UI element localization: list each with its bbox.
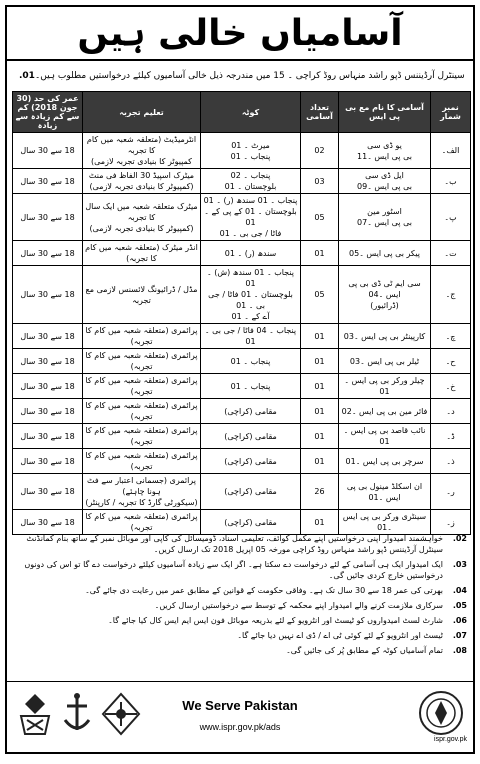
table-row [13,510,471,535]
cell-age: 18 سے 30 سال [13,241,83,266]
note-text: سرکاری ملازمت کرنے والے امیدوار اپنے محکمہ کے توسط سے درخواستیں ارسال کریں۔ [154,601,443,610]
cell-post: کارپینٹر بی پی ایس ۔03 [339,324,431,349]
note-text: بھرتی کی عمر 18 سے 30 سال تک ہے۔ وفاقی حکومت کے قوانین کے مطابق عمر میں رعایت دی جائے گی۔ [85,586,443,595]
note-text: ٹیسٹ اور انٹرویو کے لئے کوئی ٹی اے / ڈی اے نہیں دیا جائے گا۔ [237,631,443,640]
vacancies-table [12,91,471,535]
cell-quota: پنجاب ۔ 02 بلوچستان ۔ 01 [201,169,301,194]
cell-count: 01 [301,399,339,424]
cell-quota: پنجاب ۔ 01 [201,374,301,399]
table-row [13,424,471,449]
table-row [13,169,471,194]
cell-post: نائب قاصد بی پی ایس ۔01 [339,424,431,449]
table-row [13,324,471,349]
cell-quota: پنجاب ۔ 01 سندھ (ر) ۔ 01 بلوچستان ۔ 01 کے پی کے ۔ 01 فاٹا / جی بی ۔ 01 [201,194,301,241]
cell-serial: ز۔ [431,510,471,535]
table-row [13,194,471,241]
header-banner [7,7,473,61]
note-number: 02. [452,534,467,543]
cell-serial: خ۔ [431,374,471,399]
cell-education: پرائمری (متعلقہ شعبہ میں کام کا تجربہ) [83,424,201,449]
cell-post: فائر مین بی پی ایس ۔02 [339,399,431,424]
note-item [13,615,467,626]
table-row [13,241,471,266]
note-number: 06. [452,616,467,625]
note-number: 05. [452,601,467,610]
cell-age: 18 سے 30 سال [13,324,83,349]
cell-post: یو ڈی سی بی پی ایس ۔11 [339,133,431,169]
cell-serial: ج۔ [431,266,471,324]
note-text: تمام آسامیاں کوٹہ کے مطابق پُر کی جائیں گی۔ [286,646,443,655]
cell-count: 26 [301,474,339,510]
header-count: تعداد آسامی [301,92,339,133]
cell-serial: ڈ۔ [431,424,471,449]
cell-quota: مقامی (کراچی) [201,474,301,510]
note-item [13,630,467,641]
cell-age: 18 سے 30 سال [13,194,83,241]
cell-age: 18 سے 30 سال [13,169,83,194]
cell-count: 01 [301,324,339,349]
table-row [13,374,471,399]
cell-serial: ذ۔ [431,449,471,474]
header-serial: نمبر شمار [431,92,471,133]
notes-section [13,533,467,660]
table-header-row [13,92,471,133]
cell-serial: ح۔ [431,349,471,374]
cell-quota: میرٹ ۔ 01 پنجاب ۔ 01 [201,133,301,169]
cell-education: پرائمری (متعلقہ شعبہ میں کام کا تجربہ) [83,449,201,474]
cell-education: پرائمری (متعلقہ شعبہ میں کام کا تجربہ) [83,349,201,374]
cell-post: ان اسکلڈ مینول بی پی ایس ۔01 [339,474,431,510]
cell-serial: د۔ [431,399,471,424]
table-row [13,266,471,324]
cell-post: سرچر بی پی ایس ۔01 [339,449,431,474]
cell-quota: مقامی (کراچی) [201,399,301,424]
cell-count: 01 [301,241,339,266]
table-body [13,133,471,535]
cell-serial: ت۔ [431,241,471,266]
cell-serial: پ۔ [431,194,471,241]
cell-serial: چ۔ [431,324,471,349]
cell-count: 02 [301,133,339,169]
cell-count: 01 [301,449,339,474]
footer-url[interactable]: www.ispr.gov.pk/ads [199,722,281,732]
cell-quota: مقامی (کراچی) [201,510,301,535]
cell-post: ایل ڈی سی بی پی ایس ۔09 [339,169,431,194]
footer [7,681,473,752]
table-row [13,349,471,374]
header-quota: کوٹہ [201,92,301,133]
cell-quota: مقامی (کراچی) [201,449,301,474]
page-title: آسامیاں خالی ہیں [77,12,403,54]
cell-count: 01 [301,510,339,535]
note-number: 03. [452,560,467,569]
cell-education: انٹرمیڈیٹ (متعلقہ شعبہ میں کام کا تجربہ کمپیوٹر کا بنیادی تجربہ لازمی) [83,133,201,169]
note-number: 04. [452,586,467,595]
table-row [13,133,471,169]
ordnance-depot-seal-icon [417,690,465,736]
cell-age: 18 سے 30 سال [13,474,83,510]
cell-age: 18 سے 30 سال [13,349,83,374]
cell-count: 01 [301,424,339,449]
cell-quota: پنجاب ۔ 04 فاٹا / جی بی ۔ 01 [201,324,301,349]
cell-count: 05 [301,266,339,324]
cell-age: 18 سے 30 سال [13,133,83,169]
note-item [13,600,467,611]
advertisement-page [5,5,475,754]
header-post: آسامی کا نام مع بی پی ایس [339,92,431,133]
cell-quota: پنجاب ۔ 01 [201,349,301,374]
cell-age: 18 سے 30 سال [13,374,83,399]
footer-slogan: We Serve Pakistan [182,698,298,713]
note-number: 08. [452,646,467,655]
cell-post: چیلر ورکر بی پی ایس ۔01 [339,374,431,399]
cell-education: میٹرک اسپیڈ 30 الفاظ فی منٹ (کمپیوٹر کا بنیادی تجربہ لازمی) [83,169,201,194]
cell-post: پیکر بی پی ایس ۔05 [339,241,431,266]
cell-education: انڈر میٹرک (متعلقہ شعبہ میں کام کا تجربہ) [83,241,201,266]
intro-number: 01. [19,71,35,81]
cell-count: 05 [301,194,339,241]
cell-education: مڈل / ڈرائیونگ لائسنس لازمی مع تجربہ [83,266,201,324]
table-row [13,449,471,474]
cell-education: پرائمری (متعلقہ شعبہ میں کام کا تجربہ) [83,324,201,349]
note-item [13,533,467,555]
cell-count: 01 [301,349,339,374]
footer-right-caption: ispr.gov.pk [434,736,467,743]
note-text: خواہشمند امیدوار اپنی درخواستیں اپنے مکمل کوائف، تعلیمی اسناد، ڈومیسائل کی کاپی اور موبائل نمبر کے ساتھ بنام کمانڈنٹ سینٹرل آرڈیننس ڈپو راشد منہاس روڈ کراچی مورخہ 05 اپریل 2018 تک ارسال کریں۔ [26,534,443,554]
cell-age: 18 سے 30 سال [13,424,83,449]
cell-serial: ر۔ [431,474,471,510]
note-text: ایک امیدوار ایک ہی آسامی کے لئے درخواست دے سکتا ہے۔ اگر ایک سے زیادہ آسامیوں کیلئے درخواست دے گا تو اس کی دونوں درخواستیں خارج کردی جائیں گی۔ [24,560,443,580]
table-row [13,474,471,510]
note-item [13,645,467,656]
header-education: تعلیم تجربہ [83,92,201,133]
cell-post: سینٹری ورکر بی پی ایس ۔01 [339,510,431,535]
cell-quota: سندھ (ر) ۔ 01 [201,241,301,266]
cell-age: 18 سے 30 سال [13,266,83,324]
table-row [13,399,471,424]
cell-count: 01 [301,374,339,399]
cell-education: پرائمری (متعلقہ شعبہ میں کام کا تجربہ) [83,510,201,535]
note-item [13,585,467,596]
intro-paragraph [13,65,467,87]
intro-text: سینٹرل آرڈیننس ڈپو راشد منہاس روڈ کراچی ۔ 15 میں مندرجہ ذیل خالی آسامیوں کیلئے درخواستیں مطلوب ہیں۔ [34,71,465,81]
cell-post: سی ایم ٹی ڈی بی پی ایس ۔04 (ڈرائیور) [339,266,431,324]
cell-quota: پنجاب ۔ 01 سندھ (ش) ۔ 01 بلوچستان ۔ 01 فاٹا / جی بی ۔ 01 آے کے ۔ 01 [201,266,301,324]
cell-serial: ب۔ [431,169,471,194]
header-age: عمر کی حد (30 جون 2018) کم سے کم زیادہ سے زیادہ [13,92,83,133]
note-number: 07. [452,631,467,640]
note-item [13,559,467,581]
cell-education: پرائمری (متعلقہ شعبہ میں کام کا تجربہ) [83,374,201,399]
cell-post: اسٹور مین بی پی ایس ۔07 [339,194,431,241]
cell-education: پرائمری (جسمانی اعتبار سے فٹ ہونا چاہئے) (سیکورٹی گارڈ کا تجربہ / کارپنٹر) [83,474,201,510]
cell-quota: مقامی (کراچی) [201,424,301,449]
note-text: شارٹ لسٹ امیدواروں کو ٹیسٹ اور انٹرویو کے لئے بذریعہ موبائل فون ایس ایم ایس کال کیا جائے گا۔ [108,616,443,625]
cell-post: ٹیلر بی پی ایس ۔03 [339,349,431,374]
cell-age: 18 سے 30 سال [13,449,83,474]
cell-education: میٹرک متعلقہ شعبہ میں ایک سال کا تجربہ (کمپیوٹر کا بنیادی تجربہ لازمی) [83,194,201,241]
cell-age: 18 سے 30 سال [13,399,83,424]
cell-age: 18 سے 30 سال [13,510,83,535]
cell-education: پرائمری (متعلقہ شعبہ میں کام کا تجربہ) [83,399,201,424]
cell-count: 03 [301,169,339,194]
cell-serial: الف۔ [431,133,471,169]
